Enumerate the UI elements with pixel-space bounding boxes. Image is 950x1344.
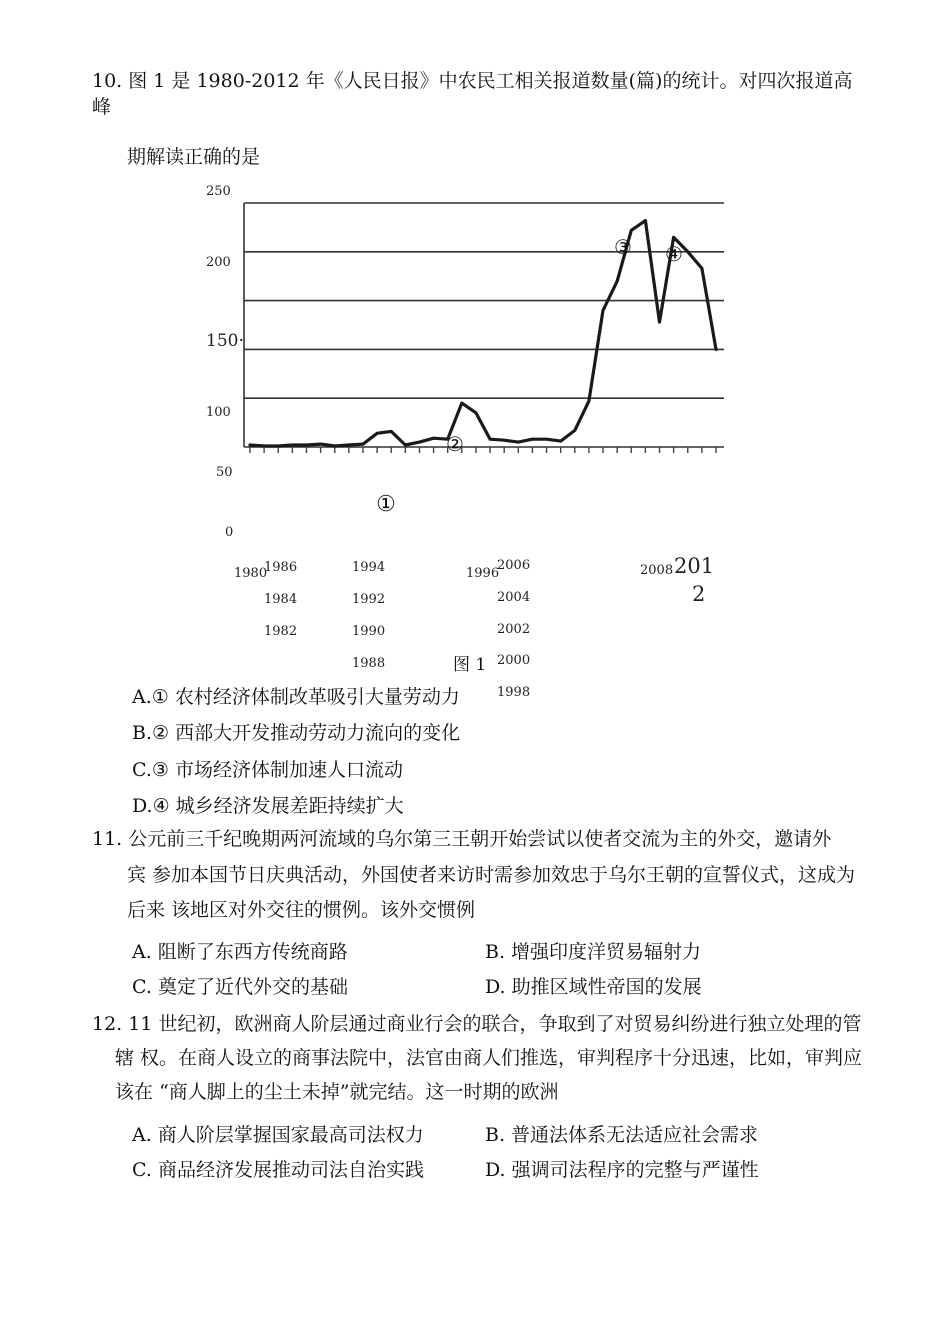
figure-caption: 图 1 — [453, 655, 487, 675]
q12-stem-line1: 12. 11 世纪初，欧洲商人阶层通过商业行会的联合，争取到了对贸易纠纷进行独立处理的管 — [92, 1013, 862, 1035]
annotation-1: ① — [376, 492, 396, 517]
y-tick-50: 50 — [216, 465, 233, 480]
q12-option-a[interactable]: A. 商人阶层掌握国家最高司法权力 — [132, 1124, 424, 1146]
q12-stem-line3: 该在 “商人脚上的尘土未掉”就完结。这一时期的欧洲 — [115, 1081, 559, 1103]
x-tick-1996: 1996 — [466, 566, 500, 581]
x-tick-2: 2 — [692, 582, 706, 606]
annotation-4: ④ — [665, 242, 683, 266]
q10-stem-line3: 期解读正确的是 — [127, 146, 261, 168]
annotation-2: ② — [446, 432, 464, 456]
x-tick-2006: 2006 — [497, 558, 531, 573]
x-tick-1984: 1984 — [264, 592, 298, 607]
y-tick-0: 0 — [225, 525, 234, 540]
x-tick-2008: 2008 — [640, 563, 674, 578]
series-line — [250, 221, 716, 446]
x-tick-2004: 2004 — [497, 590, 531, 605]
x-tick-1994: 1994 — [352, 560, 386, 575]
x-tick-1982: 1982 — [264, 624, 298, 639]
q11-stem-line1: 11. 公元前三千纪晚期两河流域的乌尔第三王朝开始尝试以使者交流为主的外交，邀请外 — [92, 828, 832, 850]
chart-grid — [244, 203, 724, 447]
x-tick-1988: 1988 — [352, 656, 386, 671]
q10-stem-line2: 峰 — [92, 96, 112, 118]
q11-option-c[interactable]: C. 奠定了近代外交的基础 — [132, 976, 348, 998]
q10-option-d[interactable]: D.④ 城乡经济发展差距持续扩大 — [132, 795, 404, 817]
q10-option-b[interactable]: B.② 西部大开发推动劳动力流向的变化 — [132, 722, 461, 744]
q11-option-d[interactable]: D. 助推区域性帝国的发展 — [485, 976, 702, 998]
y-tick-200: 200 — [206, 255, 231, 270]
q11-option-a[interactable]: A. 阻断了东西方传统商路 — [132, 941, 348, 963]
x-tick-1998: 1998 — [497, 685, 531, 700]
x-tick-201: 201 — [674, 554, 715, 578]
q10-option-a[interactable]: A.① 农村经济体制改革吸引大量劳动力 — [132, 686, 460, 708]
q12-option-c[interactable]: C. 商品经济发展推动司法自治实践 — [132, 1159, 424, 1181]
x-tick-1986: 1986 — [264, 560, 298, 575]
x-tick-1990: 1990 — [352, 624, 386, 639]
annotation-3: ③ — [614, 235, 632, 259]
x-tick-1980: 1980 — [234, 566, 268, 581]
q12-option-d[interactable]: D. 强调司法程序的完整与严谨性 — [485, 1159, 759, 1181]
x-tick-marks — [250, 447, 716, 453]
x-tick-2000: 2000 — [497, 653, 531, 668]
q10-option-c[interactable]: C.③ 市场经济体制加速人口流动 — [132, 759, 403, 781]
y-tick-150: 150· — [206, 331, 244, 351]
q11-stem-line2: 宾 参加本国节日庆典活动，外国使者来访时需参加效忠于乌尔王朝的宣誓仪式，这成为 — [127, 864, 856, 886]
y-tick-100: 100 — [206, 405, 231, 420]
x-tick-1992: 1992 — [352, 592, 386, 607]
x-tick-2002: 2002 — [497, 622, 531, 637]
q10-stem-line1: 10. 图 1 是 1980-2012 年《人民日报》中农民工相关报道数量(篇)的统计。对四次报道高 — [92, 70, 853, 92]
line-chart — [0, 0, 950, 560]
q12-option-b[interactable]: B. 普通法体系无法适应社会需求 — [485, 1124, 759, 1146]
y-tick-250: 250 — [206, 184, 231, 199]
q11-option-b[interactable]: B. 增强印度洋贸易辐射力 — [485, 941, 702, 963]
q11-stem-line3: 后来 该地区对外交往的惯例。该外交惯例 — [127, 899, 476, 921]
q12-stem-line2: 辖 权。在商人设立的商事法院中，法官由商人们推选，审判程序十分迅速，比如，审判应 — [115, 1047, 863, 1069]
